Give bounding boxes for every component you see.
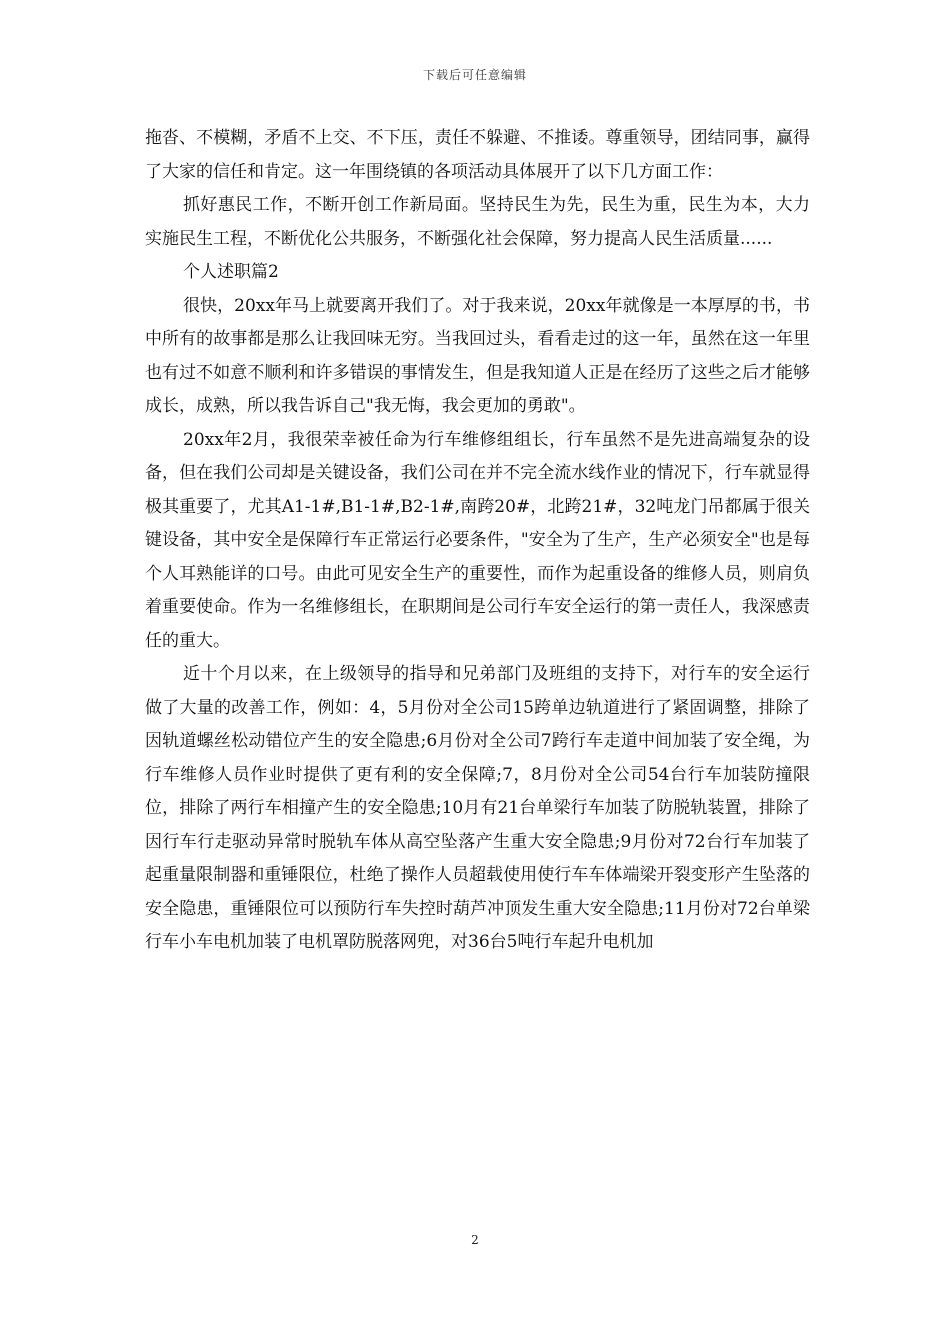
paragraph-3: 很快，20xx年马上就要离开我们了。对于我来说，20xx年就像是一本厚厚的书，书中所有的故事都是那么让我回味无穷。当我回过头，看看走过的这一年，虽然在这一年里也有过不如意不顺利和许多错误的事情发生，但是我知道人正是在经历了这些之后才能够成长，成熟，所以我告诉自己"我无悔，我会更加的勇敢"。 [145,295,810,416]
page-header: 下载后可任意编辑 [422,68,527,82]
document-body [145,122,810,960]
paragraph-4: 20xx年2月，我很荣幸被任命为行车维修组组长，行车虽然不是先进高端复杂的设备，但在我们公司却是关键设备，我们公司在并不完全流水线作业的情况下，行车就显得极其重要了，尤其A1-1#,B1-1#,B2-1#,南跨20#，北跨21#，32吨龙门吊都属于很关键设备，其中安全是保障行车正常运行必要条件，"安全为了生产，生产必须安全"也是每个人耳熟能详的口号。由此可见安全生产的重要性，而作为起重设备的维修人员，则肩负着重要使命。作为一名维修组长，在职期间是公司行车安全运行的第一责任人，我深感责任的重大。 [145,429,810,651]
paragraph-2: 抓好惠民工作，不断开创工作新局面。坚持民生为先，民生为重，民生为本，大力实施民生工程，不断优化公共服务，不断强化社会保障，努力提高人民生活质量...... [145,195,810,249]
paragraph-5: 近十个月以来，在上级领导的指导和兄弟部门及班组的支持下，对行车的安全运行做了大量的改善工作，例如：4，5月份对全公司15跨单边轨道进行了紧固调整，排除了因轨道螺丝松动错位产生的安全隐患;6月份对全公司7跨行车走道中间加装了安全绳，为行车维修人员作业时提供了更有利的安全保障;7，8月份对全公司54台行车加装防撞限位，排除了两行车相撞产生的安全隐患;10月有21台单梁行车加装了防脱轨装置，排除了因行车行走驱动异常时脱轨车体从高空坠落产生重大安全隐患;9月份对72台行车加装了起重量限制器和重锤限位，杜绝了操作人员超载使用使行车车体端梁开裂变形产生坠落的安全隐患，重锤限位可以预防行车失控时葫芦冲顶发生重大安全隐患;11月份对72台单梁行车小车电机加装了电机罩防脱落网兜，对36台5吨行车起升电机加 [145,664,810,952]
section-heading: 个人述职篇2 [183,262,279,282]
paragraph-1: 拖沓、不模糊，矛盾不上交、不下压，责任不躲避、不推诿。尊重领导，团结同事，赢得了大家的信任和肯定。这一年围绕镇的各项活动具体展开了以下几方面工作： [145,128,810,182]
page-number: 2 [471,1233,479,1247]
